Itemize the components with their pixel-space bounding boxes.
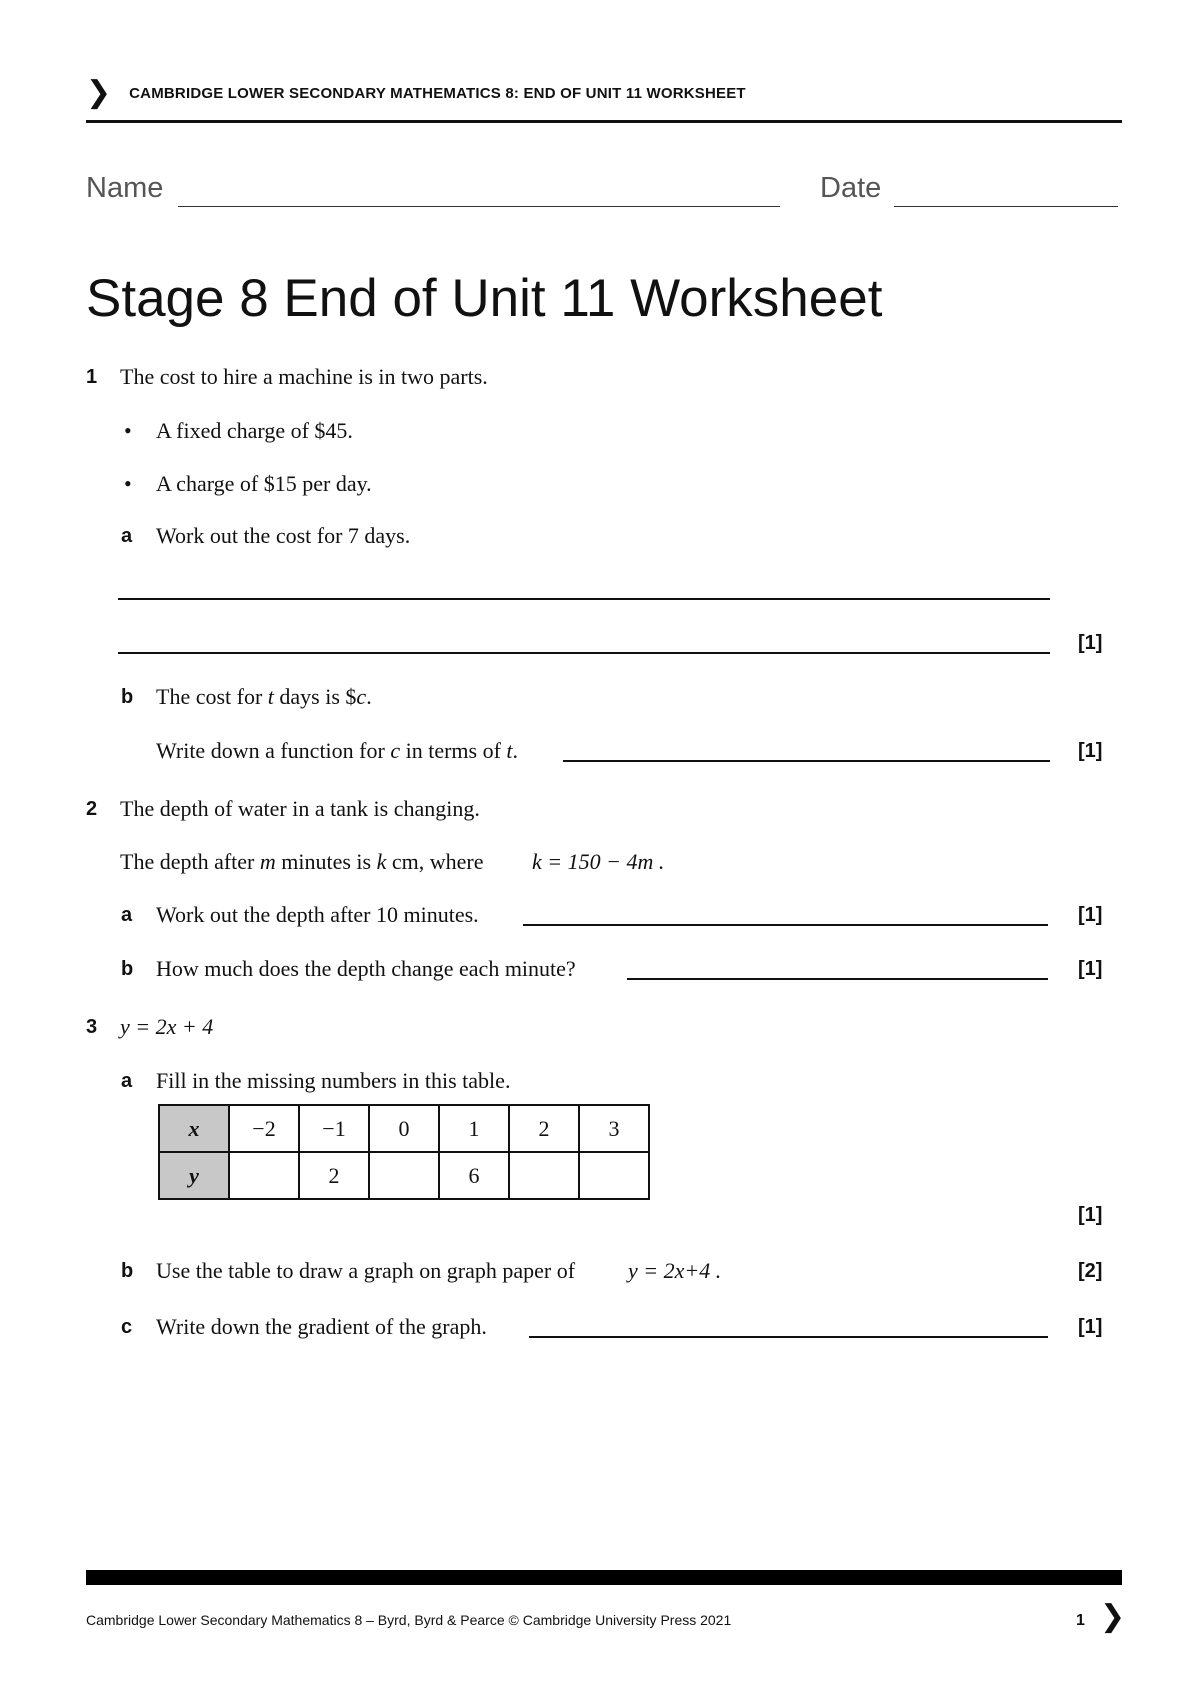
y-cell[interactable] bbox=[509, 1152, 579, 1199]
question-number: 1 bbox=[86, 366, 98, 388]
x-cell: 1 bbox=[439, 1105, 509, 1152]
answer-line[interactable] bbox=[563, 760, 1050, 762]
q3a-text: Fill in the missing numbers in this table. bbox=[156, 1068, 511, 1093]
header-title: CAMBRIDGE LOWER SECONDARY MATHEMATICS 8: END OF UNIT 11 WORKSHEET bbox=[129, 84, 746, 102]
q3b-equation: y = 2x+4 . bbox=[628, 1258, 722, 1283]
date-label: Date bbox=[820, 172, 882, 204]
y-cell: 2 bbox=[299, 1152, 369, 1199]
q3-equation: y = 2x + 4 bbox=[120, 1014, 214, 1039]
q1-bullet: A charge of $15 per day. bbox=[156, 471, 372, 496]
answer-line[interactable] bbox=[523, 924, 1048, 926]
y-cell: 6 bbox=[439, 1152, 509, 1199]
xy-table bbox=[158, 1104, 650, 1200]
q1b-line2: Write down a function for c in terms of t. bbox=[156, 738, 519, 763]
answer-line[interactable] bbox=[627, 978, 1048, 980]
table-row bbox=[159, 1152, 649, 1199]
marks: [1] bbox=[1078, 1316, 1103, 1338]
part-label: a bbox=[121, 904, 133, 926]
x-cell: −1 bbox=[299, 1105, 369, 1152]
y-header: y bbox=[159, 1152, 229, 1199]
y-cell[interactable] bbox=[369, 1152, 439, 1199]
bullet-icon: • bbox=[124, 418, 132, 443]
page-title: Stage 8 End of Unit 11 Worksheet bbox=[86, 269, 883, 328]
chevron-right-icon[interactable]: ❯ bbox=[1100, 1599, 1126, 1634]
marks: [1] bbox=[1078, 1204, 1103, 1226]
part-label: a bbox=[121, 1070, 133, 1092]
x-cell: −2 bbox=[229, 1105, 299, 1152]
marks: [1] bbox=[1078, 632, 1103, 654]
question-number: 2 bbox=[86, 798, 98, 820]
q3b-text: Use the table to draw a graph on graph paper of bbox=[156, 1258, 576, 1283]
page-number: 1 bbox=[1076, 1612, 1085, 1629]
q2-intro: The depth of water in a tank is changing. bbox=[120, 796, 480, 821]
chevron-right-icon: ❯ bbox=[86, 75, 112, 110]
part-label: b bbox=[121, 686, 134, 708]
header-rule bbox=[86, 120, 1122, 123]
q2-equation: k = 150 − 4m . bbox=[532, 849, 665, 874]
part-label: b bbox=[121, 958, 134, 980]
part-label: a bbox=[121, 525, 133, 547]
q2-line2: The depth after m minutes is k cm, where bbox=[120, 849, 484, 874]
q1-intro: The cost to hire a machine is in two parts. bbox=[120, 364, 488, 389]
y-cell[interactable] bbox=[579, 1152, 649, 1199]
part-label: c bbox=[121, 1316, 133, 1338]
y-cell[interactable] bbox=[229, 1152, 299, 1199]
q1a-text: Work out the cost for 7 days. bbox=[156, 523, 411, 548]
marks: [1] bbox=[1078, 904, 1103, 926]
q3c-text: Write down the gradient of the graph. bbox=[156, 1314, 487, 1339]
table-row bbox=[159, 1105, 649, 1152]
q1b-line1: The cost for t days is $c. bbox=[156, 684, 372, 709]
marks: [1] bbox=[1078, 740, 1103, 762]
running-header bbox=[86, 75, 746, 110]
x-header: x bbox=[159, 1105, 229, 1152]
q2b-text: How much does the depth change each minute? bbox=[156, 956, 576, 981]
bullet-icon: • bbox=[124, 471, 132, 496]
name-label: Name bbox=[86, 172, 164, 204]
answer-line[interactable] bbox=[529, 1336, 1048, 1338]
answer-line[interactable] bbox=[118, 652, 1050, 654]
answer-line[interactable] bbox=[118, 598, 1050, 600]
x-cell: 3 bbox=[579, 1105, 649, 1152]
marks: [1] bbox=[1078, 958, 1103, 980]
question-number: 3 bbox=[86, 1016, 98, 1038]
part-label: b bbox=[121, 1260, 134, 1282]
date-field[interactable] bbox=[894, 206, 1118, 207]
x-cell: 2 bbox=[509, 1105, 579, 1152]
footer-text: Cambridge Lower Secondary Mathematics 8 – Byrd, Byrd & Pearce © Cambridge University Press 2021 bbox=[86, 1612, 732, 1628]
marks: [2] bbox=[1078, 1260, 1103, 1282]
q1-bullet: A fixed charge of $45. bbox=[156, 418, 353, 443]
x-cell: 0 bbox=[369, 1105, 439, 1152]
footer-bar bbox=[86, 1570, 1122, 1585]
name-field[interactable] bbox=[178, 206, 780, 207]
q2a-text: Work out the depth after 10 minutes. bbox=[156, 902, 479, 927]
